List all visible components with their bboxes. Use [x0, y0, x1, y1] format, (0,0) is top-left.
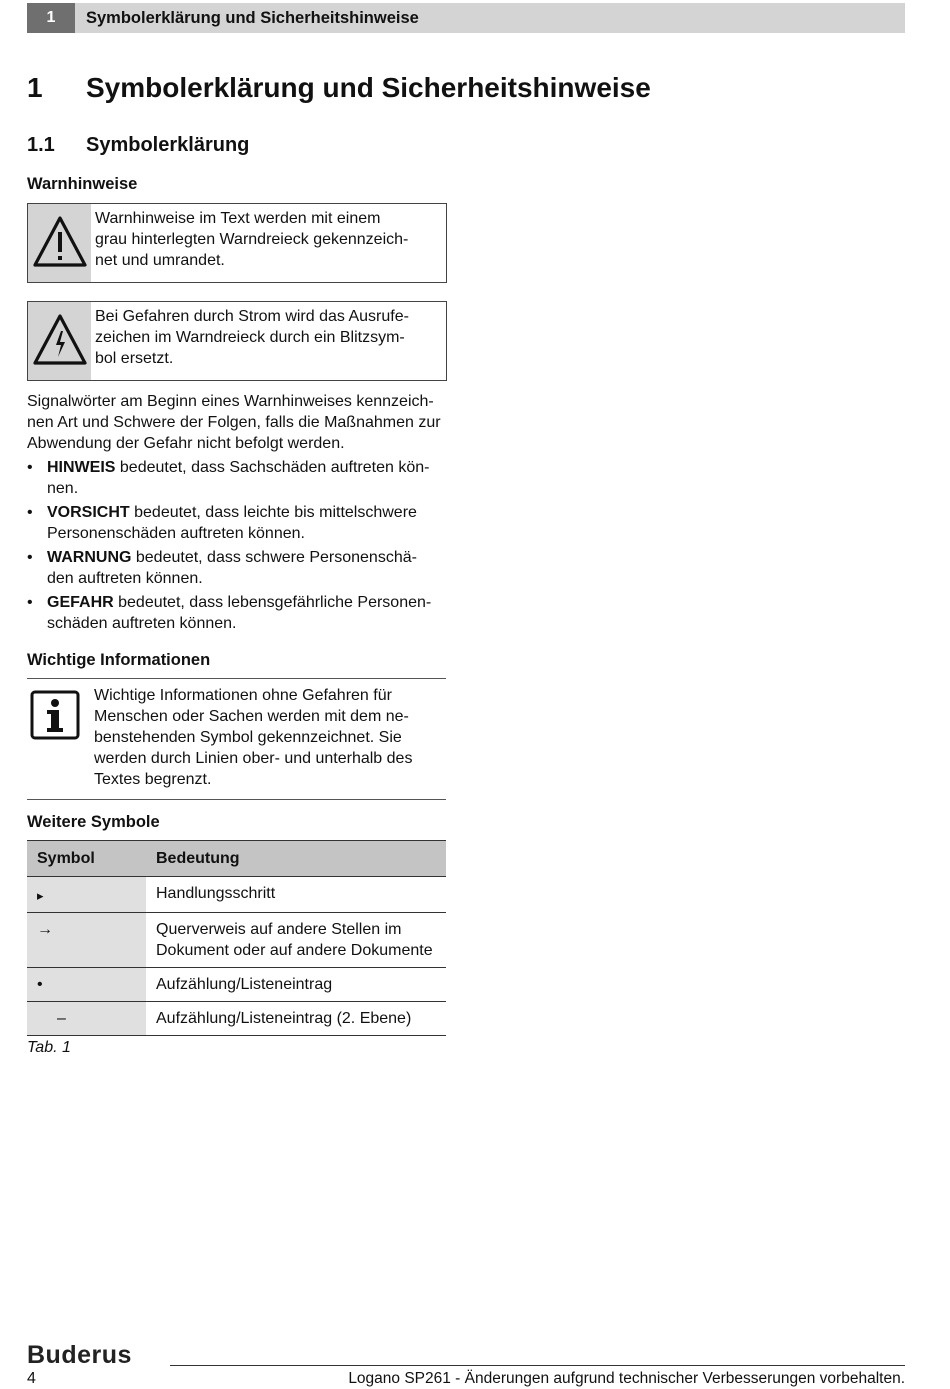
table-caption: Tab. 1 [27, 1039, 71, 1056]
list-item [27, 547, 447, 589]
dash-icon: – [27, 1002, 146, 1036]
signal-word: WARNUNG [47, 549, 132, 566]
footer-text: Logano SP261 - Änderungen aufgrund technischer Verbesserungen vorbehalten. [348, 1370, 905, 1387]
symbols-table [27, 840, 446, 1036]
table-cell-meaning: Dokument oder auf andere Dokumente [156, 942, 433, 959]
buderus-logo: Buderus [27, 1341, 132, 1369]
warning-box-1-line: Warnhinweise im Text werden mit einem [95, 210, 381, 227]
signal-word-text: bedeutet, dass schwere Personenschä- [131, 549, 417, 566]
list-item [27, 457, 447, 499]
column-header-symbol: Symbol [27, 841, 146, 877]
table-row [27, 1002, 446, 1036]
info-line: Menschen oder Sachen werden mit dem ne- [94, 708, 409, 725]
info-line: benstehenden Symbol gekennzeichnet. Sie [94, 729, 402, 746]
signal-word-text: nen. [47, 480, 79, 497]
bullet-icon: • [27, 459, 33, 476]
table-row [27, 877, 446, 913]
bullet-icon: • [27, 549, 33, 566]
table-cell-meaning: Aufzählung/Listeneintrag [156, 976, 333, 993]
signal-word: HINWEIS [47, 459, 116, 476]
signal-word: GEFAHR [47, 594, 114, 611]
table-row [27, 968, 446, 1002]
warning-triangle-exclamation-icon [31, 213, 89, 271]
footer-divider [170, 1365, 905, 1366]
signal-word-text: bedeutet, dass lebensgefährliche Personen- [113, 594, 432, 611]
header-chapter-number: 1 [27, 3, 75, 33]
warning-box-2-line: bol ersetzt. [95, 350, 174, 367]
info-line: Textes begrenzt. [94, 771, 212, 788]
list-item [27, 592, 447, 634]
table-row [27, 913, 446, 968]
warning-triangle-lightning-icon [31, 311, 89, 369]
info-line: Wichtige Informationen ohne Gefahren für [94, 687, 392, 704]
bullet-icon: • [27, 594, 33, 611]
signal-word-text: bedeutet, dass leichte bis mittelschwere [129, 504, 417, 521]
warning-box-general [27, 203, 447, 283]
signal-words-paragraph [27, 391, 447, 454]
info-box [27, 678, 446, 800]
heading-2-title: Symbolerklärung [86, 134, 250, 156]
signal-word-text: schäden auftreten können. [47, 615, 237, 632]
info-line: werden durch Linien ober- und unterhalb des [94, 750, 413, 767]
table-header-row [27, 841, 446, 877]
weitere-symbole-heading: Weitere Symbole [27, 813, 160, 831]
list-item [27, 502, 447, 544]
warning-box-2-line: zeichen im Warndreieck durch ein Blitzsym- [95, 329, 405, 346]
table-cell-meaning: Querverweis auf andere Stellen im [156, 921, 402, 938]
bullet-icon: • [27, 504, 33, 521]
wichtige-informationen-heading: Wichtige Informationen [27, 651, 211, 669]
signal-word: VORSICHT [47, 504, 130, 521]
table-cell-meaning: Handlungsschritt [156, 885, 276, 902]
warning-box-1-line: grau hinterlegten Warndreieck gekennzeich- [95, 231, 409, 248]
header-chapter-title: Symbolerklärung und Sicherheitshinweise [86, 8, 419, 27]
heading-1-number: 1 [27, 72, 43, 103]
heading-1-title: Symbolerklärung und Sicherheitshinweise [86, 72, 651, 103]
paragraph-line: nen Art und Schwere der Folgen, falls die Maßnahmen zur [27, 414, 441, 431]
warning-box-electric [27, 301, 447, 381]
running-header [27, 3, 905, 33]
signal-word-text: den auftreten können. [47, 570, 203, 587]
table-cell-meaning: Aufzählung/Listeneintrag (2. Ebene) [156, 1010, 412, 1027]
paragraph-line: Abwendung der Gefahr nicht befolgt werden. [27, 435, 345, 452]
warning-box-1-line: net und umrandet. [95, 252, 225, 269]
bullet-icon: • [27, 968, 146, 1002]
column-header-bedeutung: Bedeutung [146, 841, 446, 877]
heading-2-number: 1.1 [27, 134, 55, 156]
page-number: 4 [27, 1370, 36, 1387]
warning-box-2-line: Bei Gefahren durch Strom wird das Ausrufe- [95, 308, 409, 325]
signal-word-text: bedeutet, dass Sachschäden auftreten kön- [115, 459, 430, 476]
paragraph-line: Signalwörter am Beginn eines Warnhinweises kennzeich- [27, 393, 434, 410]
info-icon [30, 690, 80, 740]
warnhinweise-heading: Warnhinweise [27, 175, 138, 193]
signal-words-list [27, 457, 447, 637]
cross-reference-arrow-icon: → [27, 913, 146, 968]
signal-word-text: Personenschäden auftreten können. [47, 525, 305, 542]
action-step-icon: ▸ [27, 877, 146, 913]
